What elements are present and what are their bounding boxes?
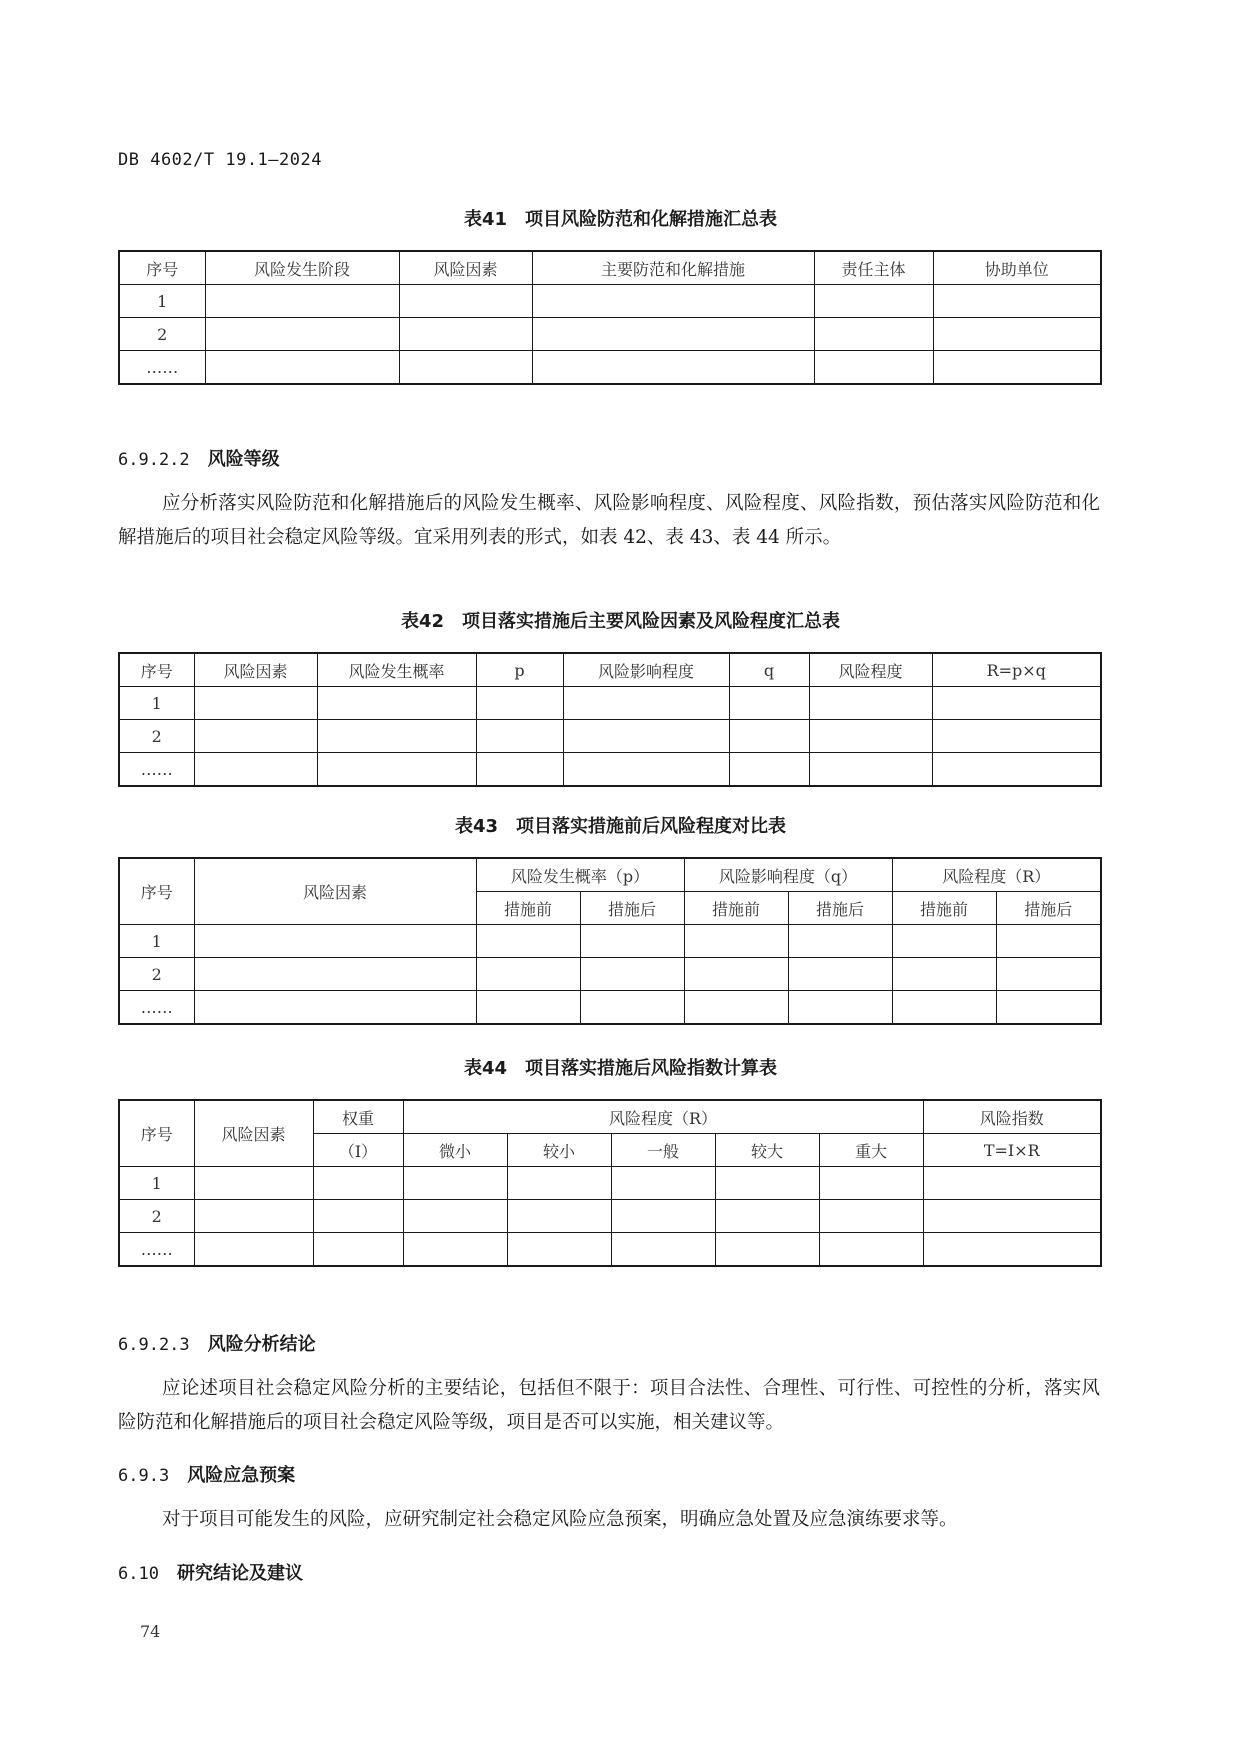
section-number: 6.9.2.3 (118, 1335, 190, 1355)
row-index: 1 (119, 687, 194, 720)
level-header: 微小 (403, 1134, 507, 1167)
table44-header-row-1 (119, 1100, 1101, 1134)
table41-header-cell: 风险发生阶段 (205, 251, 399, 285)
paragraph-emergency-plan: 对于项目可能发生的风险，应研究制定社会稳定风险应急预案，明确应急处置及应急演练要求等。 (162, 1509, 958, 1530)
table42-caption: 表42 项目落实措施后主要风险因素及风险程度汇总表 (400, 611, 841, 632)
table43-header-row-1 (119, 858, 1101, 892)
section-heading-693 (118, 1461, 295, 1487)
table-row (119, 1200, 1101, 1233)
table-row (119, 1233, 1101, 1267)
level-header: 重大 (819, 1134, 923, 1167)
table-row (119, 1167, 1101, 1200)
table44-caption: 表44 项目落实措施后风险指数计算表 (463, 1058, 778, 1079)
table44-degree-group: 风险程度（R） (403, 1100, 923, 1134)
level-header: 较大 (715, 1134, 819, 1167)
section-heading-6923 (118, 1330, 316, 1356)
table42-header-cell: 风险程度 (809, 653, 932, 687)
table43-impact-group: 风险影响程度（q） (684, 858, 892, 892)
row-index: …… (119, 1233, 194, 1267)
after-header: 措施后 (580, 892, 684, 925)
table42-header-cell: q (729, 653, 809, 687)
section-number: 6.10 (118, 1564, 159, 1584)
row-index: 1 (119, 925, 194, 958)
before-header: 措施前 (476, 892, 580, 925)
table-row (119, 720, 1101, 753)
row-index: …… (119, 991, 194, 1025)
table44-weight-symbol: （I） (313, 1134, 403, 1167)
table-row (119, 753, 1101, 787)
table43-degree-group: 风险程度（R） (892, 858, 1101, 892)
table43-seq-header: 序号 (119, 858, 194, 925)
table44-index-formula: T=I×R (923, 1134, 1101, 1167)
level-header: 较小 (507, 1134, 611, 1167)
table44-index-header: 风险指数 (923, 1100, 1101, 1134)
table41-header-cell: 责任主体 (814, 251, 933, 285)
table42-header-cell: 风险影响程度 (563, 653, 729, 687)
table41-caption: 表41 项目风险防范和化解措施汇总表 (463, 209, 778, 230)
row-index: 2 (119, 720, 194, 753)
table41-header-cell: 协助单位 (933, 251, 1101, 285)
row-index: 2 (119, 318, 205, 351)
paragraph-risk-level: 应分析落实风险防范和化解措施后的风险发生概率、风险影响程度、风险程度、风险指数，预估落实风险防范和化解措施后的项目社会稳定风险等级。宜采用列表的形式，如表 42、表 43、表 44 所示。 (118, 493, 1100, 548)
before-header: 措施前 (892, 892, 996, 925)
table43-factor-header: 风险因素 (194, 858, 476, 925)
table44 (118, 1099, 1102, 1267)
table44-weight-header: 权重 (313, 1100, 403, 1134)
section-title: 研究结论及建议 (176, 1563, 303, 1584)
table-row (119, 285, 1101, 318)
table42-header-cell: 风险因素 (194, 653, 317, 687)
after-header: 措施后 (788, 892, 892, 925)
table44-seq-header: 序号 (119, 1100, 194, 1167)
table42-header-row (119, 653, 1101, 687)
table41 (118, 250, 1102, 385)
table41-header-cell: 序号 (119, 251, 205, 285)
table-row (119, 925, 1101, 958)
table43-prob-group: 风险发生概率（p） (476, 858, 684, 892)
table-row (119, 351, 1101, 385)
table41-header-row (119, 251, 1101, 285)
before-header: 措施前 (684, 892, 788, 925)
table43-caption: 表43 项目落实措施前后风险程度对比表 (454, 816, 787, 837)
table42-header-cell: 风险发生概率 (317, 653, 476, 687)
section-number: 6.9.3 (118, 1466, 170, 1486)
row-index: …… (119, 753, 194, 787)
row-index: 2 (119, 1200, 194, 1233)
table-row (119, 991, 1101, 1025)
table41-header-cell: 风险因素 (399, 251, 532, 285)
section-number: 6.9.2.2 (118, 450, 190, 470)
document-code: DB 4602/T 19.1—2024 (118, 150, 322, 170)
paragraph-risk-conclusion: 应论述项目社会稳定风险分析的主要结论，包括但不限于：项目合法性、合理性、可行性、可控性的分析，落实风险防范和化解措施后的项目社会稳定风险等级，项目是否可以实施，相关建议等。 (118, 1378, 1100, 1433)
table42-header-cell: 序号 (119, 653, 194, 687)
table41-header-cell: 主要防范和化解措施 (532, 251, 814, 285)
table42-header-cell: p (476, 653, 563, 687)
section-title: 风险应急预案 (187, 1465, 296, 1486)
after-header: 措施后 (996, 892, 1101, 925)
table42-header-cell: R=p×q (932, 653, 1101, 687)
table-row (119, 958, 1101, 991)
row-index: 1 (119, 285, 205, 318)
row-index: 1 (119, 1167, 194, 1200)
page-number: 74 (140, 1622, 161, 1641)
level-header: 一般 (611, 1134, 715, 1167)
row-index: …… (119, 351, 205, 385)
table44-factor-header: 风险因素 (194, 1100, 313, 1167)
table-row (119, 318, 1101, 351)
table-row (119, 687, 1101, 720)
section-title: 风险分析结论 (207, 1334, 316, 1355)
table43 (118, 857, 1102, 1025)
section-heading-610 (118, 1559, 303, 1585)
section-title: 风险等级 (207, 449, 280, 470)
row-index: 2 (119, 958, 194, 991)
section-heading-6922 (118, 445, 280, 471)
table42 (118, 652, 1102, 787)
